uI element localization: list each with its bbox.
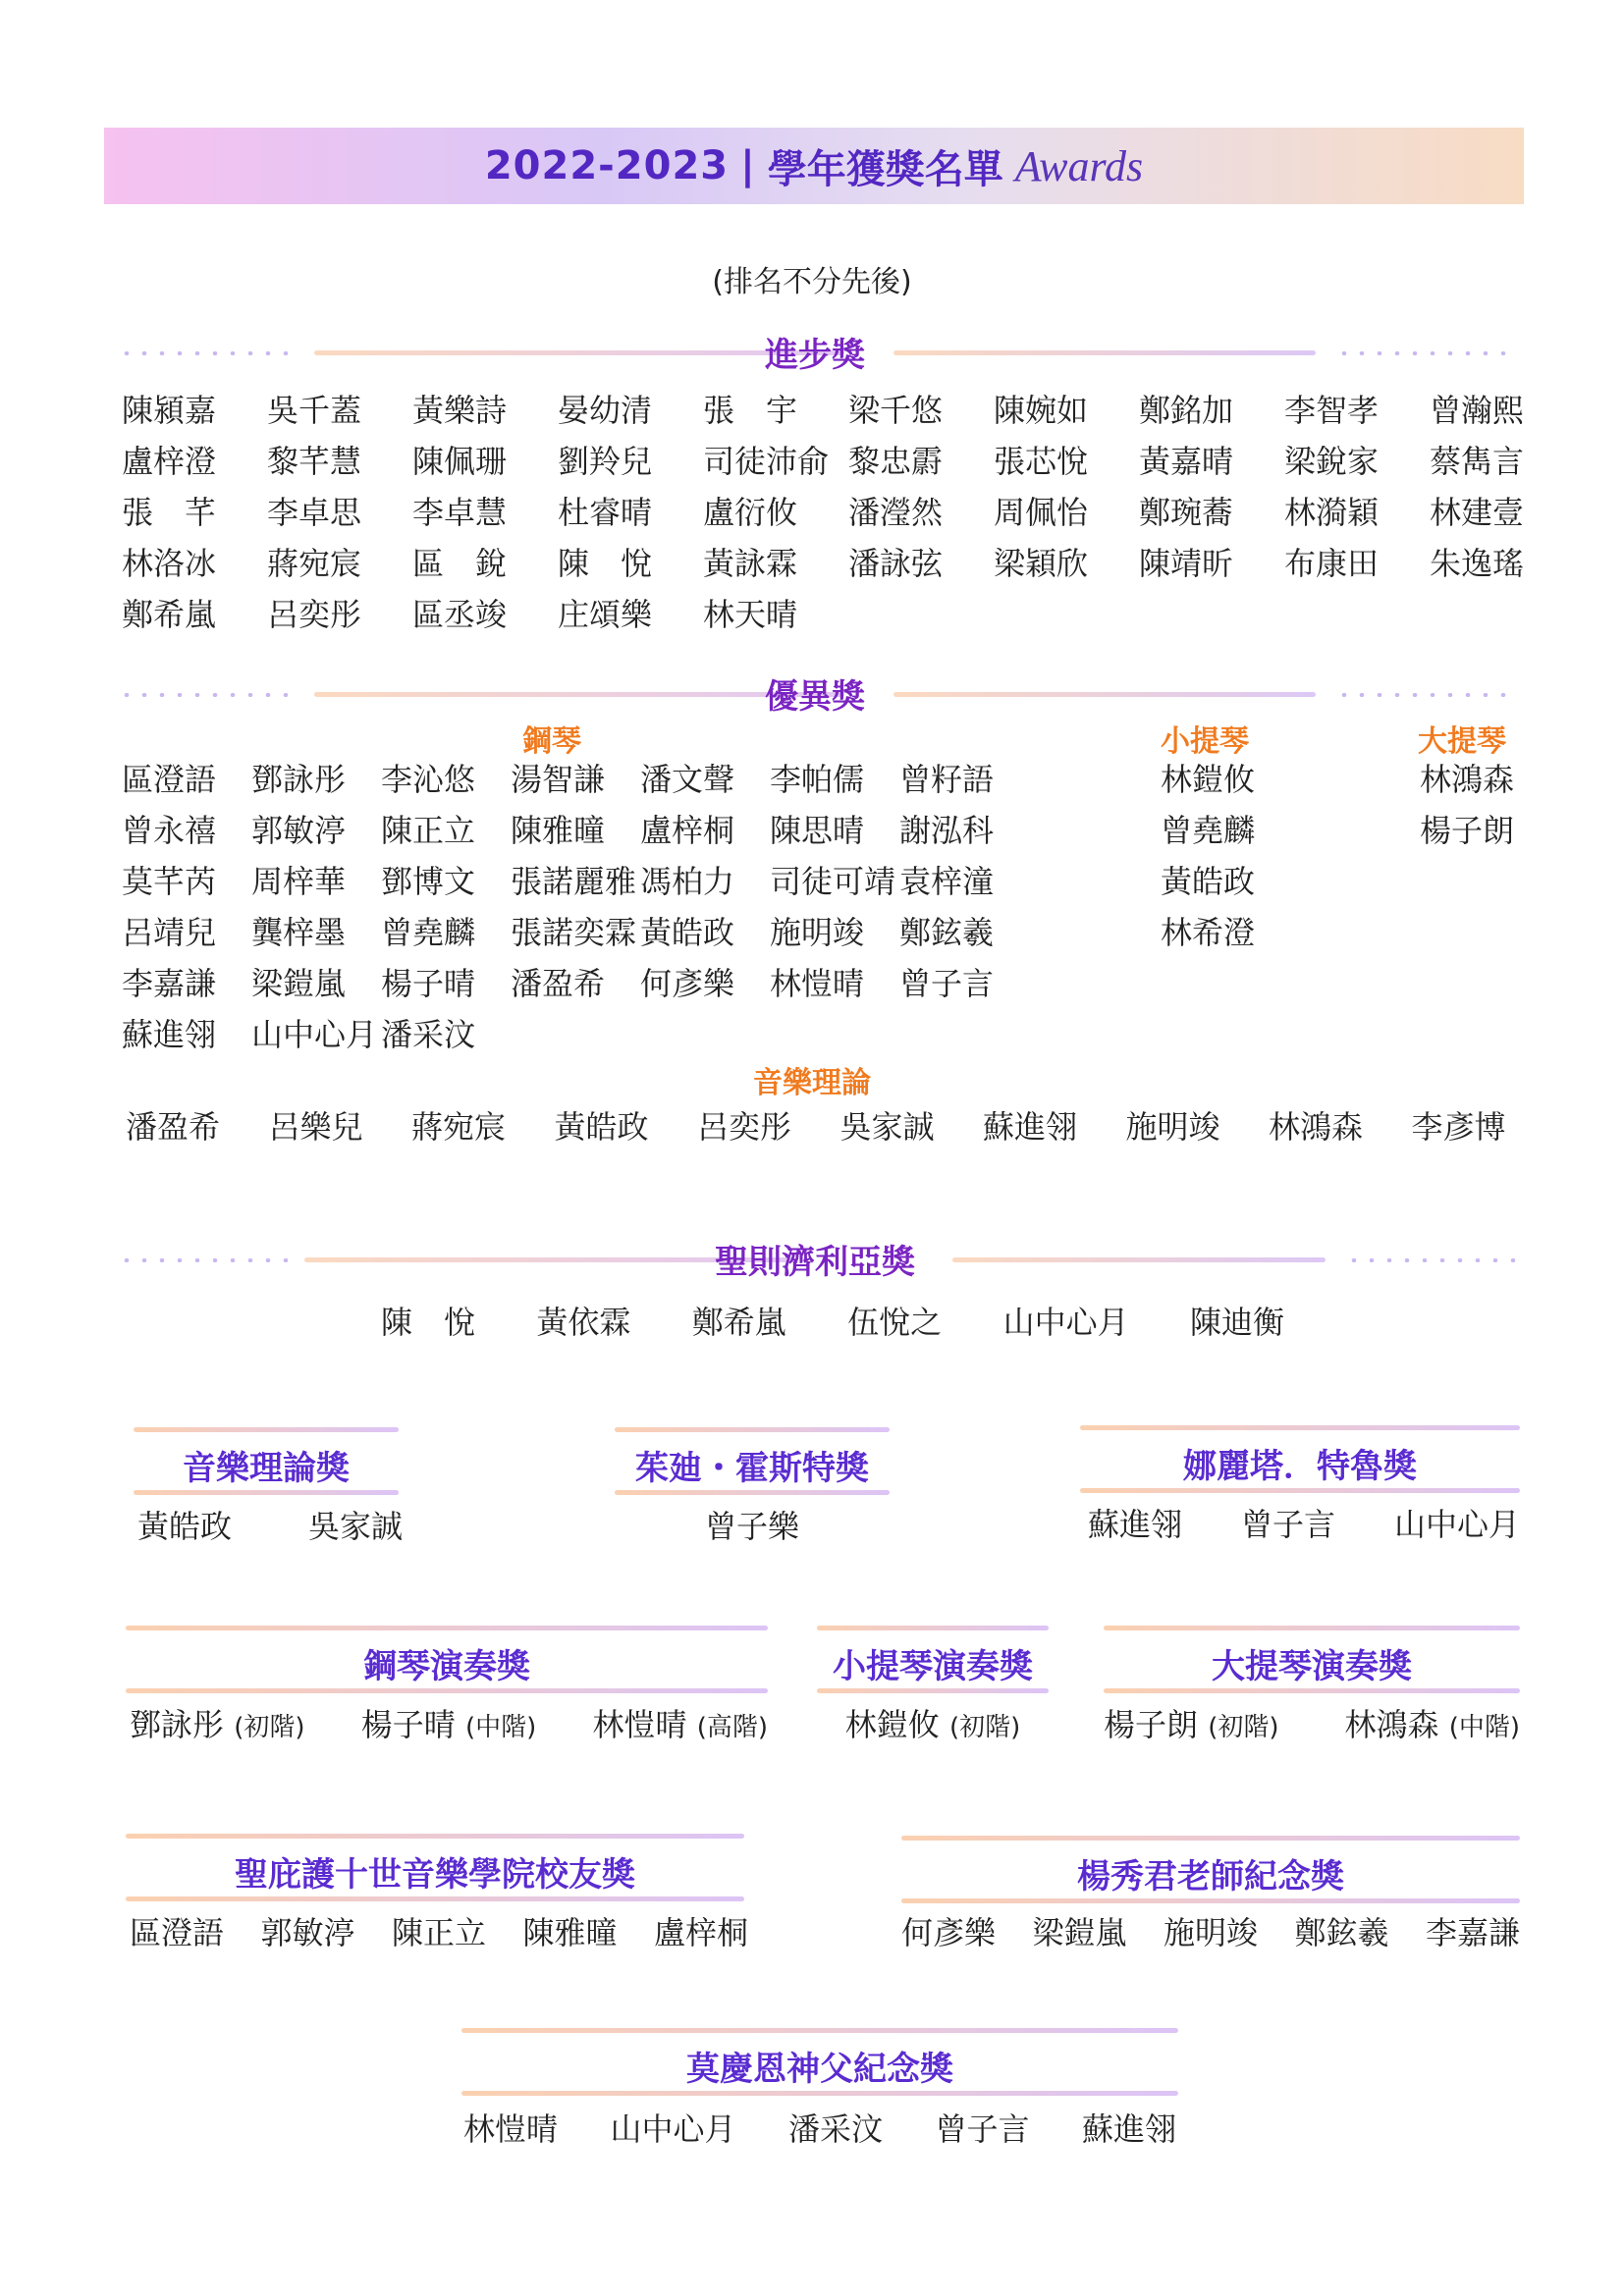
progress-award-name: 吳千蓋: [267, 392, 362, 429]
progress-award-name: 鄭琬蕎: [1139, 494, 1234, 531]
piano-excellence-name: 周梓華: [251, 863, 347, 900]
pius-name: 盧梓桐: [653, 1914, 748, 1951]
progress-award-name: 盧梓澄: [122, 443, 217, 480]
progress-award-name: 陳婉如: [994, 392, 1089, 429]
award-title-cello-performance: 大提琴演奏獎: [1212, 1647, 1412, 1686]
progress-award-name: 張 芊: [122, 494, 217, 531]
award-title-violin-performance: 小提琴演奏獎: [833, 1647, 1033, 1686]
progress-award-name: 杜睿晴: [558, 494, 653, 531]
subheading-cello: 大提琴: [1418, 724, 1506, 759]
award-title-judy: 茱廸・霍斯特獎: [635, 1449, 869, 1488]
title-year: 2022-2023: [484, 143, 730, 188]
pius-name: 區澄語: [130, 1914, 225, 1951]
yeung-name: 施明竣: [1163, 1914, 1258, 1951]
subheading-violin: 小提琴: [1161, 724, 1249, 759]
progress-award-name: 盧衍攸: [703, 494, 798, 531]
judy-name: 曾子樂: [704, 1508, 799, 1545]
award-title-pius: 聖庇護十世音樂學院校友獎: [235, 1855, 635, 1895]
award-box-judy: [615, 1427, 890, 1496]
award-title-yeung: 楊秀君老師紀念獎: [1077, 1857, 1344, 1896]
progress-award-name: 黃樂詩: [412, 392, 508, 429]
violin-excellence-name: 林鎧攸: [1161, 761, 1256, 798]
cello-performance-entry: 楊子朗 (初階): [1104, 1706, 1279, 1743]
progress-award-name: 朱逸瑤: [1430, 545, 1525, 582]
progress-award-name: 周佩怡: [994, 494, 1089, 531]
ranking-note: (排名不分先後): [712, 265, 912, 299]
pius-name: 陳雅曈: [522, 1914, 618, 1951]
cecilia-name: 陳迪衡: [1189, 1304, 1284, 1341]
yeung-name: 李嘉謙: [1425, 1914, 1520, 1951]
title-separator: |: [740, 143, 756, 188]
mok-name: 潘采汶: [787, 2110, 883, 2148]
piano-excellence-name: 司徒可靖: [770, 863, 896, 900]
title-chinese: 學年獲獎名單: [767, 146, 1003, 192]
progress-award-name: 林洛冰: [122, 545, 217, 582]
progress-award-name: 區丞竣: [412, 596, 508, 633]
progress-award-name: 劉羚兒: [558, 443, 653, 480]
piano-excellence-name: 曾子言: [899, 965, 995, 1002]
yeung-name: 梁鎧嵐: [1032, 1914, 1127, 1951]
theory-excellence-name: 蘇進翎: [983, 1108, 1078, 1146]
progress-award-name: 梁銳家: [1284, 443, 1380, 480]
piano-excellence-name: 湯智謙: [511, 761, 606, 798]
progress-award-name: 李智孝: [1284, 392, 1380, 429]
piano-excellence-name: 區澄語: [122, 761, 217, 798]
piano-excellence-name: 李帕儒: [770, 761, 865, 798]
award-title-theory: 音樂理論獎: [183, 1449, 350, 1488]
section-header-progress: [118, 328, 1512, 377]
progress-award-name: 鄭希嵐: [122, 596, 217, 633]
yeung-names: [901, 1908, 1520, 1953]
cello-excellence-name: 楊子朗: [1420, 812, 1515, 849]
piano-excellence-name: 呂靖兒: [122, 914, 217, 951]
natalie-name: 山中心月: [1393, 1506, 1520, 1543]
progress-award-name: 晏幼清: [558, 392, 653, 429]
piano-excellence-name: 林愷晴: [770, 965, 865, 1002]
progress-award-name: 庄頌樂: [558, 596, 653, 633]
piano-performance-names: [130, 1700, 768, 1745]
piano-excellence-name: 鄭鉉羲: [899, 914, 995, 951]
progress-award-name: 黃嘉晴: [1139, 443, 1234, 480]
piano-excellence-name: 李嘉謙: [122, 965, 217, 1002]
section-title-cecilia: 聖則濟利亞獎: [715, 1243, 915, 1282]
theory-excellence-name: 吳家誠: [839, 1108, 935, 1146]
natalie-name: 蘇進翎: [1088, 1506, 1183, 1543]
award-box-piano-performance: [126, 1626, 768, 1694]
violin-excellence-name: 林希澄: [1161, 914, 1256, 951]
piano-excellence-name: 梁鎧嵐: [251, 965, 347, 1002]
theory-excellence-name: 呂奕彤: [697, 1108, 792, 1146]
cello-name-list: [1420, 754, 1577, 856]
piano-excellence-name: 黃皓政: [640, 914, 735, 951]
award-box-pius: [126, 1834, 744, 1902]
award-box-natalie: [1080, 1425, 1520, 1494]
cecilia-name: 鄭希嵐: [691, 1304, 786, 1341]
natalie-names: [1088, 1500, 1520, 1545]
progress-award-name: 梁穎欣: [994, 545, 1089, 582]
theory-excellence-name: 黃皓政: [554, 1108, 649, 1146]
pius-names: [130, 1908, 748, 1953]
yeung-name: 鄭鉉羲: [1294, 1914, 1389, 1951]
progress-award-name: 張 宇: [703, 392, 798, 429]
mok-names: [463, 2105, 1176, 2150]
piano-excellence-name: 張諾奕霖: [511, 914, 637, 951]
mok-name: 曾子言: [935, 2110, 1030, 2148]
piano-excellence-name: 李沁悠: [381, 761, 476, 798]
theory-excellence-name: 呂樂兒: [268, 1108, 363, 1146]
cecilia-name: 伍悅之: [847, 1304, 943, 1341]
piano-performance-entry: 鄧詠彤 (初階): [130, 1706, 305, 1743]
cecilia-names: [381, 1298, 1284, 1343]
progress-award-name: 區 銳: [412, 545, 508, 582]
natalie-name: 曾子言: [1240, 1506, 1335, 1543]
award-box-cello-performance: [1104, 1626, 1520, 1694]
progress-award-name: 陳靖昕: [1139, 545, 1234, 582]
award-title-mok: 莫慶恩神父紀念獎: [686, 2050, 953, 2089]
piano-excellence-name: 曾籽語: [899, 761, 995, 798]
subheading-piano: 鋼琴: [522, 724, 581, 759]
piano-excellence-name: 鄧詠彤: [251, 761, 347, 798]
pius-name: 郭敏渟: [260, 1914, 355, 1951]
piano-performance-entry: 林愷晴 (高階): [592, 1706, 768, 1743]
piano-excellence-name: 陳正立: [381, 812, 476, 849]
section-title-excellence: 優異獎: [765, 677, 865, 717]
piano-excellence-name: 何彥樂: [640, 965, 735, 1002]
subheading-theory: 音樂理論: [753, 1066, 871, 1100]
theory-award-name: 黃皓政: [137, 1508, 233, 1545]
yeung-name: 何彥樂: [901, 1914, 997, 1951]
progress-award-name: 曾瀚熙: [1430, 392, 1525, 429]
progress-award-name: 梁千悠: [848, 392, 944, 429]
progress-award-name: 潘詠弦: [848, 545, 944, 582]
piano-excellence-name: 龔梓墨: [251, 914, 347, 951]
theory-excellence-name: 李彥博: [1411, 1108, 1506, 1146]
cello-performance-names: [1104, 1700, 1520, 1745]
piano-excellence-name: 蘇進翎: [122, 1016, 217, 1053]
progress-award-name: 鄭銘加: [1139, 392, 1234, 429]
cecilia-name: 黃依霖: [536, 1304, 631, 1341]
progress-award-name: 張芯悅: [994, 443, 1089, 480]
cecilia-name: 山中心月: [1002, 1304, 1129, 1341]
violin-name-list: [1161, 754, 1318, 958]
piano-excellence-name: 潘采汶: [381, 1016, 476, 1053]
title-row: [104, 128, 1524, 204]
progress-award-name: 陳潁嘉: [122, 392, 217, 429]
piano-excellence-name: 馮柏力: [640, 863, 735, 900]
section-header-excellence: [118, 669, 1512, 719]
piano-excellence-name: 陳思晴: [770, 812, 865, 849]
piano-excellence-name: 楊子晴: [381, 965, 476, 1002]
piano-excellence-name: 袁梓潼: [899, 863, 995, 900]
violin-performance-entry: 林鎧攸 (初階): [844, 1706, 1021, 1743]
piano-excellence-name: 曾永禧: [122, 812, 217, 849]
progress-award-name: 林建壹: [1430, 494, 1525, 531]
mok-name: 蘇進翎: [1081, 2110, 1176, 2148]
award-box-mok: [461, 2028, 1178, 2097]
progress-award-name: 林漪穎: [1284, 494, 1380, 531]
theory-name-grid: [126, 1101, 1540, 1152]
mok-name: 林愷晴: [463, 2110, 559, 2148]
piano-excellence-name: 郭敏渟: [251, 812, 347, 849]
theory-excellence-name: 蔣宛宸: [411, 1108, 507, 1146]
title-banner: [104, 128, 1524, 204]
section-header-cecilia: [118, 1235, 1512, 1284]
theory-award-name: 吳家誠: [307, 1508, 403, 1545]
cecilia-name: 陳 悅: [381, 1304, 476, 1341]
title-english: Awards: [1014, 141, 1144, 190]
progress-award-name: 布康田: [1284, 545, 1380, 582]
progress-name-grid: [122, 385, 1536, 640]
progress-award-name: 李卓思: [267, 494, 362, 531]
theory-excellence-name: 施明竣: [1125, 1108, 1220, 1146]
progress-award-name: 呂奕彤: [267, 596, 362, 633]
piano-name-grid: [122, 754, 1035, 1060]
progress-award-name: 陳佩珊: [412, 443, 508, 480]
mok-name: 山中心月: [610, 2110, 736, 2148]
progress-award-name: 蔣宛宸: [267, 545, 362, 582]
progress-award-name: 黃詠霖: [703, 545, 798, 582]
piano-excellence-name: 曾堯麟: [381, 914, 476, 951]
violin-excellence-name: 曾堯麟: [1161, 812, 1256, 849]
violin-excellence-name: 黃皓政: [1161, 863, 1256, 900]
progress-award-name: 李卓慧: [412, 494, 508, 531]
piano-excellence-name: 謝泓科: [899, 812, 995, 849]
award-box-theory: [134, 1427, 399, 1496]
piano-performance-entry: 楊子晴 (中階): [360, 1706, 537, 1743]
progress-award-name: 黎芊慧: [267, 443, 362, 480]
progress-award-name: 林天晴: [703, 596, 798, 633]
theory-excellence-name: 潘盈希: [126, 1108, 221, 1146]
piano-excellence-name: 潘盈希: [511, 965, 606, 1002]
award-title-natalie: 娜麗塔．特魯獎: [1183, 1447, 1417, 1486]
cello-performance-entry: 林鴻森 (中階): [1344, 1706, 1520, 1743]
theory-excellence-name: 林鴻森: [1269, 1108, 1364, 1146]
progress-award-name: 陳 悅: [558, 545, 653, 582]
pius-name: 陳正立: [391, 1914, 486, 1951]
piano-excellence-name: 盧梓桐: [640, 812, 735, 849]
piano-excellence-name: 潘文聲: [640, 761, 735, 798]
piano-excellence-name: 陳雅曈: [511, 812, 606, 849]
piano-excellence-name: 鄧博文: [381, 863, 476, 900]
award-box-yeung: [901, 1836, 1520, 1904]
progress-award-name: 黎忠霨: [848, 443, 944, 480]
cello-excellence-name: 林鴻森: [1420, 761, 1515, 798]
section-title-progress: 進步獎: [765, 336, 865, 375]
piano-excellence-name: 莫芊芮: [122, 863, 217, 900]
progress-award-name: 司徒沛俞: [703, 443, 830, 480]
piano-excellence-name: 山中心月: [251, 1016, 378, 1053]
progress-award-name: 潘瀅然: [848, 494, 944, 531]
piano-excellence-name: 施明竣: [770, 914, 865, 951]
award-title-piano-performance: 鋼琴演奏獎: [363, 1647, 530, 1686]
award-box-violin-performance: [817, 1626, 1049, 1694]
progress-award-name: 蔡雋言: [1430, 443, 1525, 480]
piano-excellence-name: 張諾麗雅: [511, 863, 637, 900]
theory-award-names: [137, 1502, 403, 1547]
